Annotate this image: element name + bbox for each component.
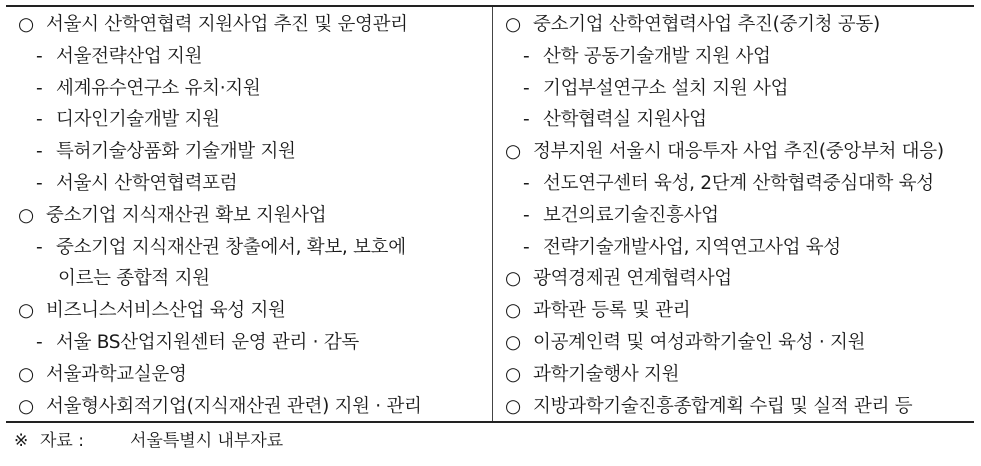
list-item [6, 359, 492, 391]
sub-list-item [6, 327, 492, 359]
list-item [493, 136, 974, 168]
list-item-text: 특허기술상품화 기술개발 지원 [56, 141, 296, 163]
list-item-text: 보건의료기술진흥사업 [543, 204, 719, 226]
dash-bullet-icon: - [36, 109, 43, 131]
dash-bullet-icon: - [36, 77, 43, 99]
list-item-text: 선도연구센터 육성, 2단계 산학협력중심대학 육성 [543, 172, 934, 194]
program-table [6, 5, 974, 423]
list-item [493, 359, 974, 391]
circle-bullet-icon: ○ [505, 331, 521, 353]
right-column [493, 7, 974, 421]
circle-bullet-icon: ○ [18, 204, 34, 226]
list-item [493, 295, 974, 327]
list-item-text: 이공계인력 및 여성과학기술인 육성 · 지원 [533, 331, 866, 353]
dash-bullet-icon: - [36, 236, 43, 258]
dash-bullet-icon: - [523, 109, 530, 131]
sub-list-item [493, 200, 974, 232]
list-item-text: 전략기술개발사업, 지역연고사업 육성 [543, 236, 841, 258]
dash-bullet-icon: - [523, 204, 530, 226]
list-item [6, 295, 492, 327]
circle-bullet-icon: ○ [505, 268, 521, 290]
list-item-text: 중소기업 지식재산권 확보 지원사업 [46, 204, 327, 226]
list-item [493, 9, 974, 41]
reference-mark-icon: ※ [14, 431, 29, 451]
list-item-text: 서울 BS산업지원센터 운영 관리 · 감독 [56, 331, 359, 353]
dash-bullet-icon: - [523, 172, 530, 194]
list-item-text: 서울시 산학연협력 지원사업 추진 및 운영관리 [46, 14, 408, 35]
list-item-text: 지방과학기술진흥종합계획 수립 및 실적 관리 등 [533, 395, 913, 417]
dash-bullet-icon: - [36, 45, 43, 67]
circle-bullet-icon: ○ [505, 300, 521, 322]
list-item-text: 비즈니스서비스산업 육성 지원 [46, 300, 286, 322]
list-item-text: 과학관 등록 및 관리 [533, 300, 691, 322]
list-item-text: 산학 공동기술개발 지원 사업 [543, 45, 771, 67]
list-item-text: 중소기업 지식재산권 창출에서, 확보, 보호에 [56, 236, 406, 258]
source-note [14, 427, 283, 455]
list-item-text: 서울전략산업 지원 [56, 45, 203, 67]
left-column [6, 7, 493, 421]
list-item [493, 327, 974, 359]
source-text: 서울특별시 내부자료 [130, 431, 284, 451]
sub-list-item [493, 104, 974, 136]
list-item-text: 서울시 산학연협력포럼 [56, 172, 238, 194]
sub-list-item [493, 73, 974, 105]
list-item-text: 산학협력실 지원사업 [543, 109, 707, 131]
sub-list-item [6, 73, 492, 105]
list-item-text: 광역경제권 연계협력사업 [533, 268, 732, 290]
circle-bullet-icon: ○ [505, 363, 521, 385]
list-item-text: 디자인기술개발 지원 [56, 109, 220, 131]
list-item [493, 391, 974, 423]
list-item-text: 이르는 종합적 지원 [58, 268, 210, 290]
list-item-text: 세계유수연구소 유치·지원 [56, 77, 261, 99]
dash-bullet-icon: - [36, 172, 43, 194]
list-item [493, 263, 974, 295]
circle-bullet-icon: ○ [505, 395, 521, 417]
list-item-text: 중소기업 산학연협력사업 추진(중기청 공동) [533, 14, 880, 35]
source-label: 자료 : [40, 431, 84, 451]
circle-bullet-icon: ○ [505, 14, 521, 35]
sub-list-item [6, 168, 492, 200]
dash-bullet-icon: - [36, 331, 43, 353]
sub-list-item [493, 168, 974, 200]
sub-list-item [493, 41, 974, 73]
circle-bullet-icon: ○ [18, 14, 34, 35]
list-item-text: 기업부설연구소 설치 지원 사업 [543, 77, 789, 99]
list-item-text: 과학기술행사 지원 [533, 363, 680, 385]
circle-bullet-icon: ○ [505, 141, 521, 163]
sub-list-item [6, 41, 492, 73]
dash-bullet-icon: - [523, 236, 530, 258]
sub-list-item [493, 232, 974, 264]
sub-list-item [6, 232, 492, 264]
sub-list-item [6, 104, 492, 136]
dash-bullet-icon: - [523, 45, 530, 67]
sub-list-item [6, 136, 492, 168]
circle-bullet-icon: ○ [18, 395, 34, 417]
circle-bullet-icon: ○ [18, 300, 34, 322]
dash-bullet-icon: - [36, 141, 43, 163]
dash-bullet-icon: - [523, 77, 530, 99]
list-item-text: 정부지원 서울시 대응투자 사업 추진(중앙부처 대응) [533, 141, 944, 163]
list-item [6, 391, 492, 423]
list-item [6, 200, 492, 232]
circle-bullet-icon: ○ [18, 363, 34, 385]
list-item-continuation [6, 263, 492, 295]
list-item-text: 서울형사회적기업(지식재산권 관련) 지원 · 관리 [46, 395, 422, 417]
list-item-text: 서울과학교실운영 [46, 363, 187, 385]
list-item [6, 9, 492, 41]
